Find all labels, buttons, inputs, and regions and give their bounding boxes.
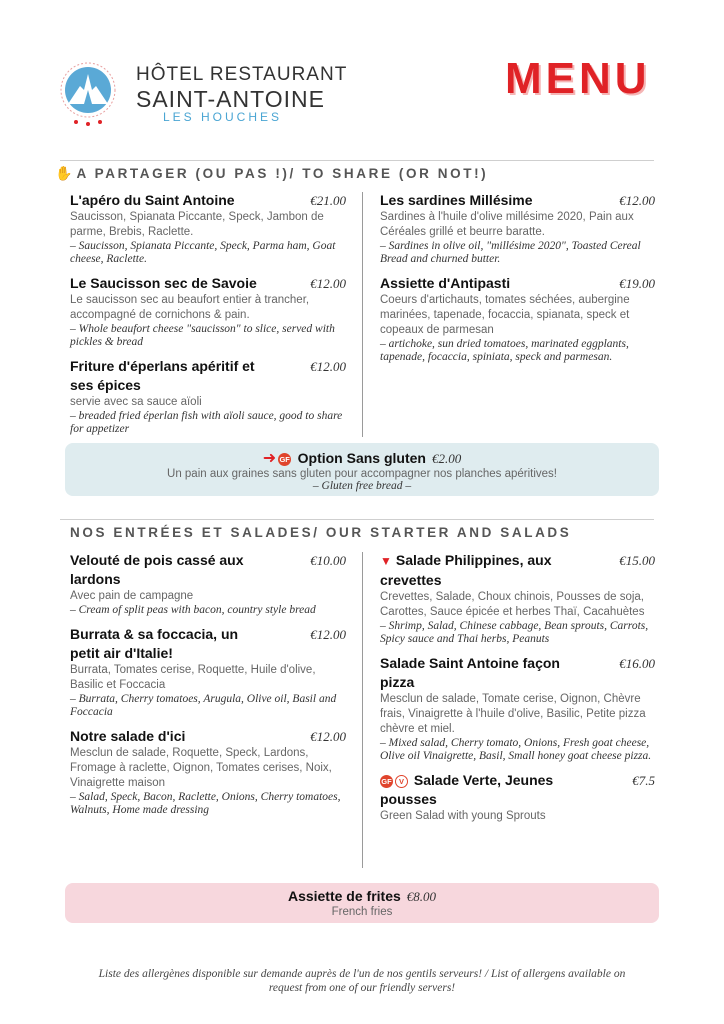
dish-description-fr: Saucisson, Spianata Piccante, Speck, Jambon de parme, Brebis, Raclette. <box>70 211 324 238</box>
allergen-footer: Liste des allergènes disponible sur demande auprès de l'un de nos gentils serveurs! / List of allergens available on request from one of our friendly servers! <box>98 968 626 994</box>
fries-title: Assiette de frites <box>287 888 401 904</box>
dish-description-fr: Coeurs d'artichauts, tomates séchées, aubergine marinées, tapenade, focaccia, spianata, speck et copeaux de parmesan <box>380 294 630 336</box>
section-title-starters: NOS ENTRÉES ET SALADES/ OUR STARTER AND SALADS <box>70 525 572 540</box>
menu-item <box>70 551 346 617</box>
dish-description-en: – Burrata, Cherry tomatoes, Arugula, Olive oil, Basil and Foccacia <box>70 693 337 718</box>
dish-price: €7.5 <box>632 773 655 788</box>
section-divider <box>60 160 654 161</box>
hand-icon: ✋ <box>55 165 73 181</box>
dish-price: €15.00 <box>619 553 655 568</box>
menu-item <box>380 191 655 266</box>
gluten-option-en: – Gluten free bread – <box>312 480 412 492</box>
dish-description-fr: Mesclun de salade, Tomate cerise, Oignon, Chèvre frais, Vinaigrette à l'huile d'olive, Basilic, Petite pizza chèvre et miel. <box>380 693 646 735</box>
dish-description-en: – Saucisson, Spianata Piccante, Speck, Parma ham, Goat cheese, Raclette. <box>70 240 336 265</box>
gluten-free-option-box <box>65 443 659 496</box>
column-divider <box>362 192 363 437</box>
gluten-free-badge-icon: GF <box>279 455 290 464</box>
dish-name: GF V Salade Verte, Jeunes pousses <box>380 772 554 807</box>
dish-name: Velouté de pois cassé aux lardons <box>70 552 244 587</box>
dish-description-fr: Le saucisson sec au beaufort entier à trancher, accompagné de cornichons & pain. <box>70 294 310 321</box>
menu-item <box>70 625 346 719</box>
dish-description-fr: Burrata, Tomates cerise, Roquette, Huile d'olive, Basilic et Foccacia <box>70 664 316 691</box>
fries-price: €8.00 <box>406 889 437 904</box>
dish-name: Assiette d'Antipasti <box>380 275 511 291</box>
dish-description-en: – artichoke, sun dried tomatoes, marinated eggplants, tapenade, focaccia, spiniata, speck and parmesan. <box>380 338 629 363</box>
dish-price: €21.00 <box>310 193 346 208</box>
dish-price: €12.00 <box>310 627 346 642</box>
dish-description-en: – Sardines in olive oil, "millésime 2020", Toasted Cereal Bread and churned butter. <box>380 240 641 265</box>
spicy-icon: ▼ <box>380 554 392 568</box>
dish-price: €12.00 <box>619 193 655 208</box>
dish-price: €12.00 <box>310 359 346 374</box>
dish-description-fr: Sardines à l'huile d'olive millésime 2020, Pain aux Céréales grillé et beurre baratte. <box>380 211 634 238</box>
gluten-option-fr: Un pain aux graines sans gluten pour accompagner nos planches apéritives! <box>167 468 557 480</box>
dish-description-fr: Avec pain de campagne <box>70 590 194 602</box>
dish-name: Salade Saint Antoine façon pizza <box>380 655 560 690</box>
dish-description-en: – Shrimp, Salad, Chinese cabbage, Bean sprouts, Carrots, Spicy sauce and Thai herbs, Peanuts <box>380 620 649 645</box>
brand-line-1: HÔTEL RESTAURANT <box>136 64 348 85</box>
dish-description-fr: Crevettes, Salade, Choux chinois, Pousses de soja, Carottes, Sauce épicée et herbes Thaï, Cacahuètes <box>380 591 645 618</box>
dish-name: Burrata & sa foccacia, un petit air d'Italie! <box>70 626 239 661</box>
gluten-free-badge-icon: GF <box>381 777 392 786</box>
fries-en: French fries <box>331 906 393 918</box>
dish-price: €16.00 <box>619 656 655 671</box>
brand-line-3: LES HOUCHES <box>163 110 283 124</box>
dish-price: €12.00 <box>310 276 346 291</box>
dish-name: Les sardines Millésime <box>380 192 533 208</box>
gluten-option-price: €2.00 <box>431 451 462 466</box>
dish-price: €10.00 <box>310 553 346 568</box>
menu-title: MENU <box>505 54 651 103</box>
menu-item <box>70 274 346 349</box>
fries-box <box>65 883 659 923</box>
section-divider <box>60 519 654 520</box>
dish-name: Le Saucisson sec de Savoie <box>70 275 257 291</box>
share-left-column <box>70 191 346 444</box>
dish-description-en: – Whole beaufort cheese "saucisson" to slice, served with pickles & bread <box>70 323 335 348</box>
mountain-logo-icon <box>58 60 118 128</box>
dish-description-en: – Mixed salad, Cherry tomato, Onions, Fresh goat cheese, Olive oil Vinaigrette, Basil, Small honey goat cheese pizza. <box>380 737 652 762</box>
menu-item <box>70 357 346 436</box>
menu-item <box>380 771 655 824</box>
menu-item <box>70 191 346 266</box>
dish-description-fr: servie avec sa sauce aïoli <box>70 396 202 408</box>
menu-item <box>380 274 655 364</box>
dish-description-fr: Green Salad with young Sprouts <box>380 810 546 822</box>
dish-description-en: – breaded fried éperlan fish with aïoli sauce, good to share for appetizer <box>70 410 343 435</box>
dish-description-en: – Cream of split peas with bacon, country style bread <box>70 604 316 616</box>
gluten-option-title: Option Sans gluten <box>297 450 426 466</box>
arrow-right-icon: ➜ <box>262 450 277 467</box>
menu-item <box>70 727 346 817</box>
section-title-share: ✋ A PARTAGER (OU PAS !)/ TO SHARE (OR NOT!) <box>55 165 489 181</box>
starters-right-column <box>380 551 655 832</box>
menu-item <box>380 654 655 763</box>
dish-description-fr: Mesclun de salade, Roquette, Speck, Lardons, Fromage à raclette, Oignon, Tomates cerises, Noix, Vinaigrette maison <box>70 747 332 789</box>
dish-price: €12.00 <box>310 729 346 744</box>
brand-line-2: SAINT-ANTOINE <box>136 86 325 112</box>
share-right-column <box>380 191 655 372</box>
dish-name: Friture d'éperlans apéritif et ses épices <box>70 358 255 393</box>
starters-left-column <box>70 551 346 825</box>
dish-price: €19.00 <box>619 276 655 291</box>
column-divider <box>362 552 363 868</box>
menu-item <box>380 551 655 646</box>
dish-name: L'apéro du Saint Antoine <box>70 192 235 208</box>
dish-name: ▼ Salade Philippines, aux crevettes <box>380 552 552 588</box>
vegetarian-badge-icon: V <box>395 775 408 788</box>
dish-description-en: – Salad, Speck, Bacon, Raclette, Onions, Cherry tomatoes, Walnuts, Home made dressing <box>70 791 341 816</box>
dish-name: Notre salade d'ici <box>70 728 186 744</box>
